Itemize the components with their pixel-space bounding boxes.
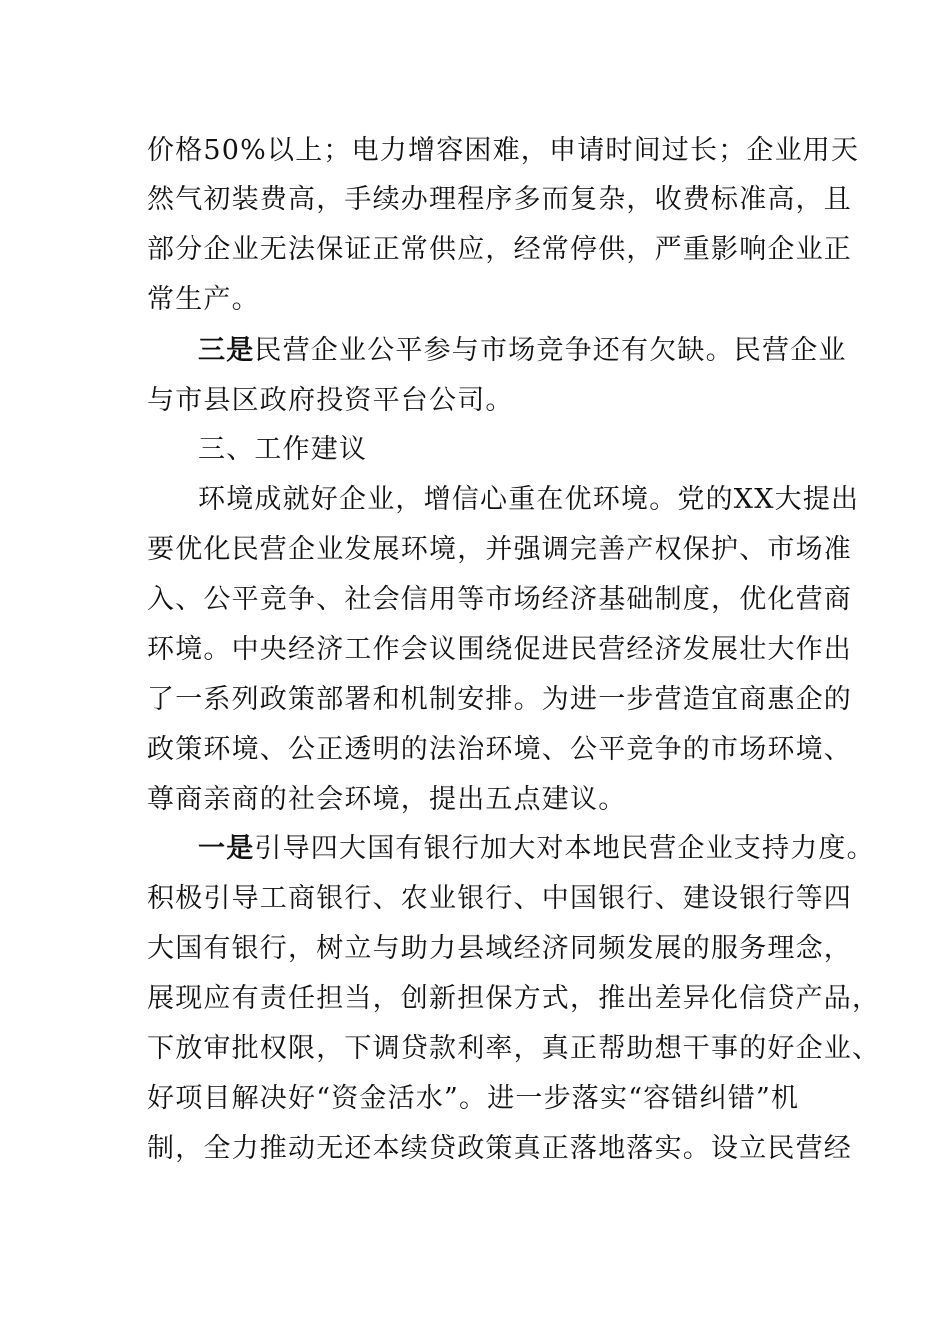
paragraph-4-line-2: 积极引导工商银行、农业银行、中国银行、建设银行等四 (147, 883, 852, 914)
paragraph-4-line-6: 好项目解决好“资金活水”。进一步落实“容错纠错”机 (147, 1083, 800, 1114)
paragraph-3-line-2: 要优化民营企业发展环境，并强调完善产权保护、市场准 (147, 534, 852, 565)
paragraph-4-line-1-text: 引导四大国有银行加大对本地民营企业支持力度。 (254, 833, 875, 864)
paragraph-3-line-6: 政策环境、公正透明的法治环境、公平竞争的市场环境、 (147, 734, 852, 765)
paragraph-3-line-7: 尊商亲商的社会环境，提出五点建议。 (147, 784, 627, 815)
paragraph-4-line-4: 展现应有责任担当，创新担保方式，推出差异化信贷产品， (147, 983, 881, 1014)
paragraph-3-line-1: 环境成就好企业，增信心重在优环境。党的XX大提出 (198, 484, 860, 515)
paragraph-3-line-3: 入、公平竞争、社会信用等市场经济基础制度，优化营商 (147, 584, 852, 615)
paragraph-1-line-1: 价格50%以上；电力增容困难，申请时间过长；企业用天 (147, 135, 860, 166)
paragraph-2-line-1 (198, 333, 878, 369)
paragraph-1-line-3: 部分企业无法保证正常供应，经常停供，严重影响企业正 (147, 234, 852, 265)
paragraph-2-lead: 三是 (198, 335, 255, 366)
paragraph-2-line-2: 与市县区政府投资平台公司。 (147, 385, 514, 416)
paragraph-1-line-4: 常生产。 (147, 284, 260, 315)
paragraph-4-line-7: 制，全力推动无还本续贷政策真正落地落实。设立民营经 (147, 1133, 852, 1164)
section-heading: 三、工作建议 (198, 434, 368, 465)
paragraph-4-line-5: 下放审批权限，下调贷款利率，真正帮助想干事的好企业、 (147, 1033, 881, 1064)
paragraph-2-line-1-text: 民营企业公平参与市场竞争还有欠缺。民营企业 (254, 335, 847, 366)
paragraph-4-line-1 (198, 831, 878, 867)
paragraph-4-lead: 一是 (198, 833, 255, 864)
paragraph-1-line-2: 然气初装费高，手续办理程序多而复杂，收费标准高，且 (147, 184, 852, 215)
paragraph-3-line-4: 环境。中央经济工作会议围绕促进民营经济发展壮大作出 (147, 634, 852, 665)
paragraph-4-line-3: 大国有银行，树立与助力县域经济同频发展的服务理念， (147, 933, 852, 964)
paragraph-3-line-5: 了一系列政策部署和机制安排。为进一步营造宜商惠企的 (147, 684, 852, 715)
